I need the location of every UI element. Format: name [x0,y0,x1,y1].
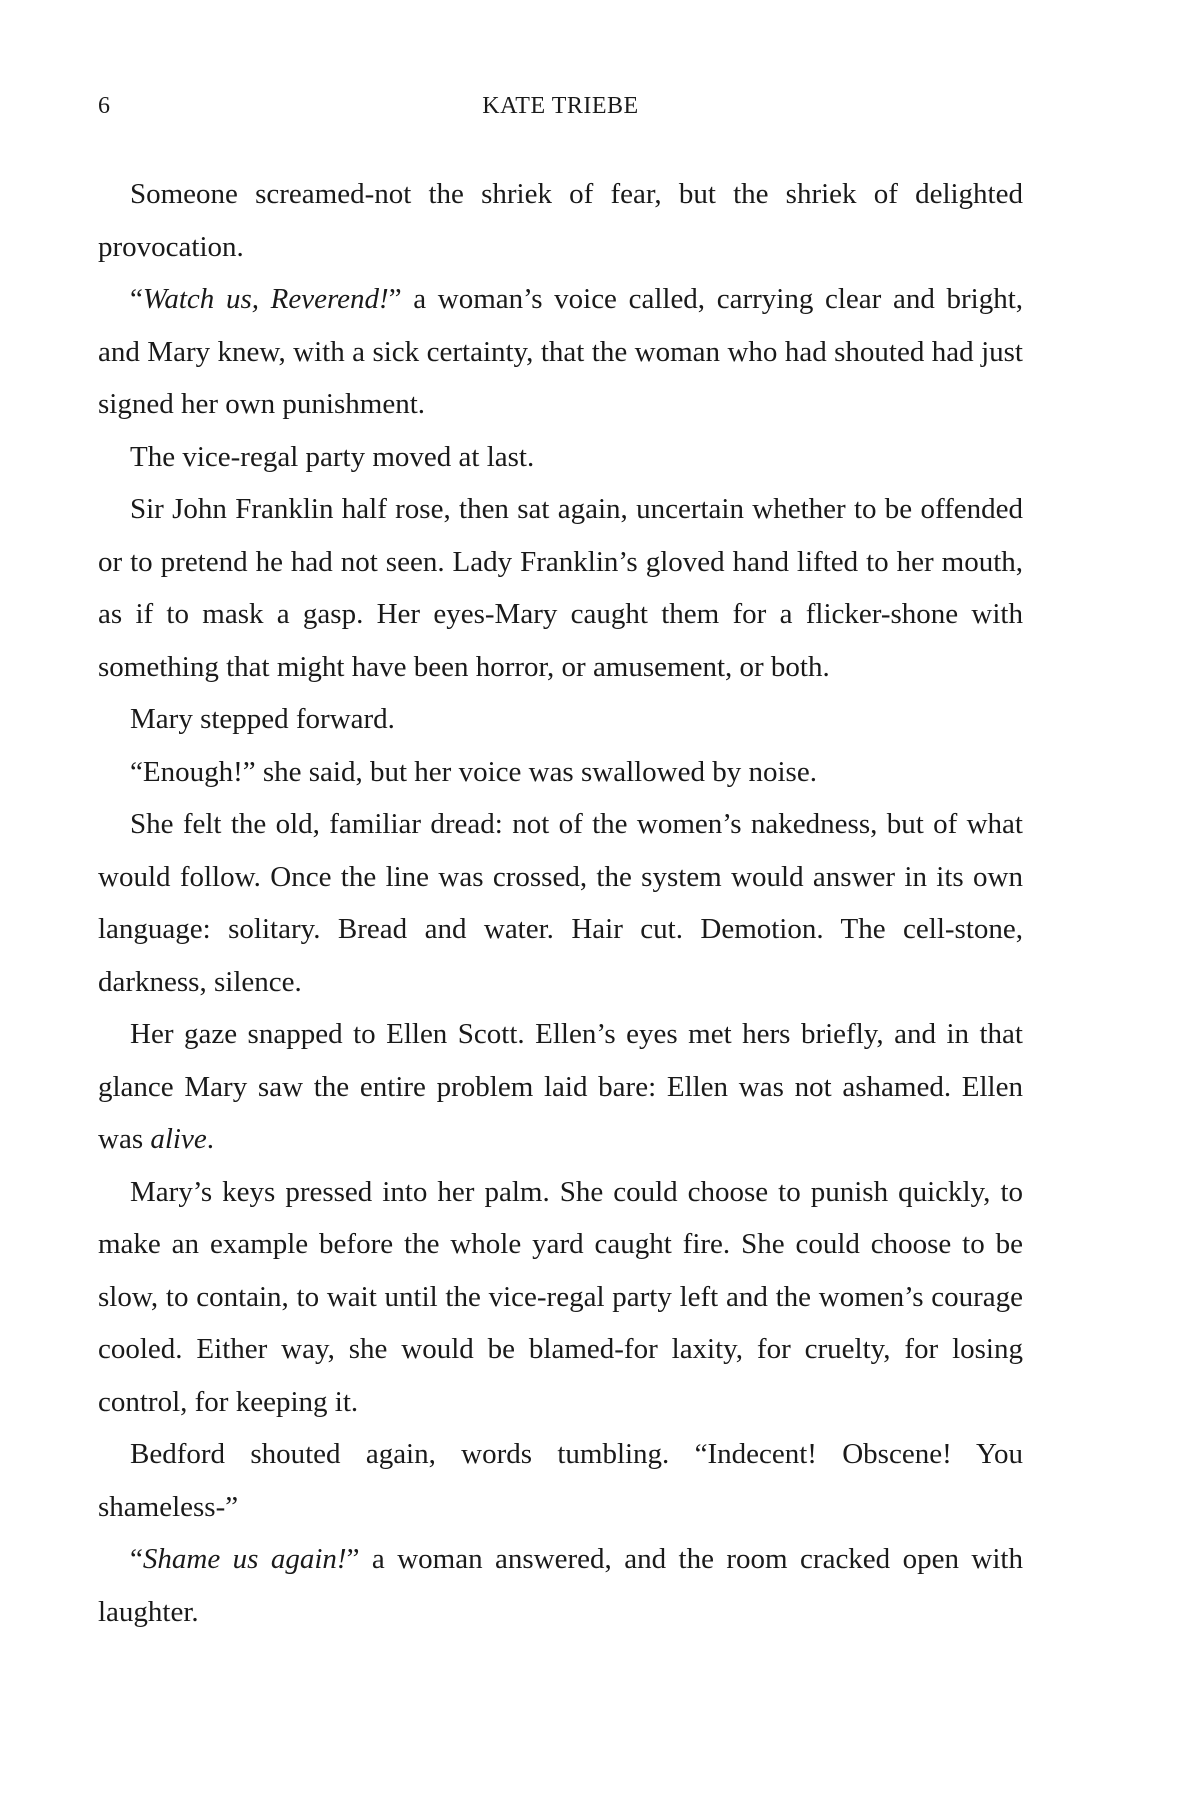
body-text [98,168,1023,1638]
paragraph-6: “Enough!” she said, but her voice was swallowed by noise. [130,755,817,788]
running-title: KATE TRIEBE [482,93,639,119]
italic-word: alive [150,1123,207,1155]
open-quote: “ [130,1543,143,1575]
paragraph-11 [98,1533,1023,1638]
italic-quote: Shame us again! [142,1543,347,1575]
paragraph-2 [98,273,1023,431]
paragraph-7: She felt the old, familiar dread: not of the women’s nakedness, but of what would follow. Once the line was crossed, the system would answer in its own language: solitary. Bread and water. Hair cut. Demotion. The cell-stone, darkness, silence. [98,808,1023,998]
paragraph-4: Sir John Franklin half rose, then sat again, uncertain whether to be offended or to pretend he had not seen. Lady Franklin’s gloved hand lifted to her mouth, as if to mask a gasp. Her eyes-Mary caught them for a flicker-shone with something that might have been horror, or amusement, or both. [98,493,1023,683]
paragraph-2-rest: ” a woman’s voice called, carrying clear and bright, and Mary knew, with a sick certainty, that the woman who had shouted had just signed her own punishment. [98,283,1024,420]
paragraph-8-start: Her gaze snapped to Ellen Scott. Ellen’s eyes met hers briefly, and in that glance Mary saw the entire problem laid bare: Ellen was not ashamed. Ellen was [98,1018,1023,1155]
paragraph-10: Bedford shouted again, words tumbling. “Indecent! Obscene! You shameless-” [98,1438,1023,1523]
paragraph-3: The vice-regal party moved at last. [130,440,535,473]
open-quote: “ [130,283,143,315]
running-head [98,88,1023,124]
paragraph-9: Mary’s keys pressed into her palm. She could choose to punish quickly, to make an example before the whole yard caught fire. She could choose to be slow, to contain, to wait until the vice-regal party left and the women’s courage cooled. Either way, she would be blamed-for laxity, for cruelty, for losing control, for keeping it. [98,1175,1023,1418]
paragraph-8-end: . [206,1123,214,1155]
italic-quote: Watch us, Reverend! [142,283,389,315]
paragraph-5: Mary stepped forward. [130,703,395,735]
paragraph-11-rest: ” a woman answered, and the room cracked open with laughter. [98,1543,1023,1628]
page-number: 6 [98,93,110,119]
paragraph-8 [98,1008,1023,1166]
paragraph-1: Someone screamed-not the shriek of fear, but the shriek of delighted provocation. [98,178,1023,263]
